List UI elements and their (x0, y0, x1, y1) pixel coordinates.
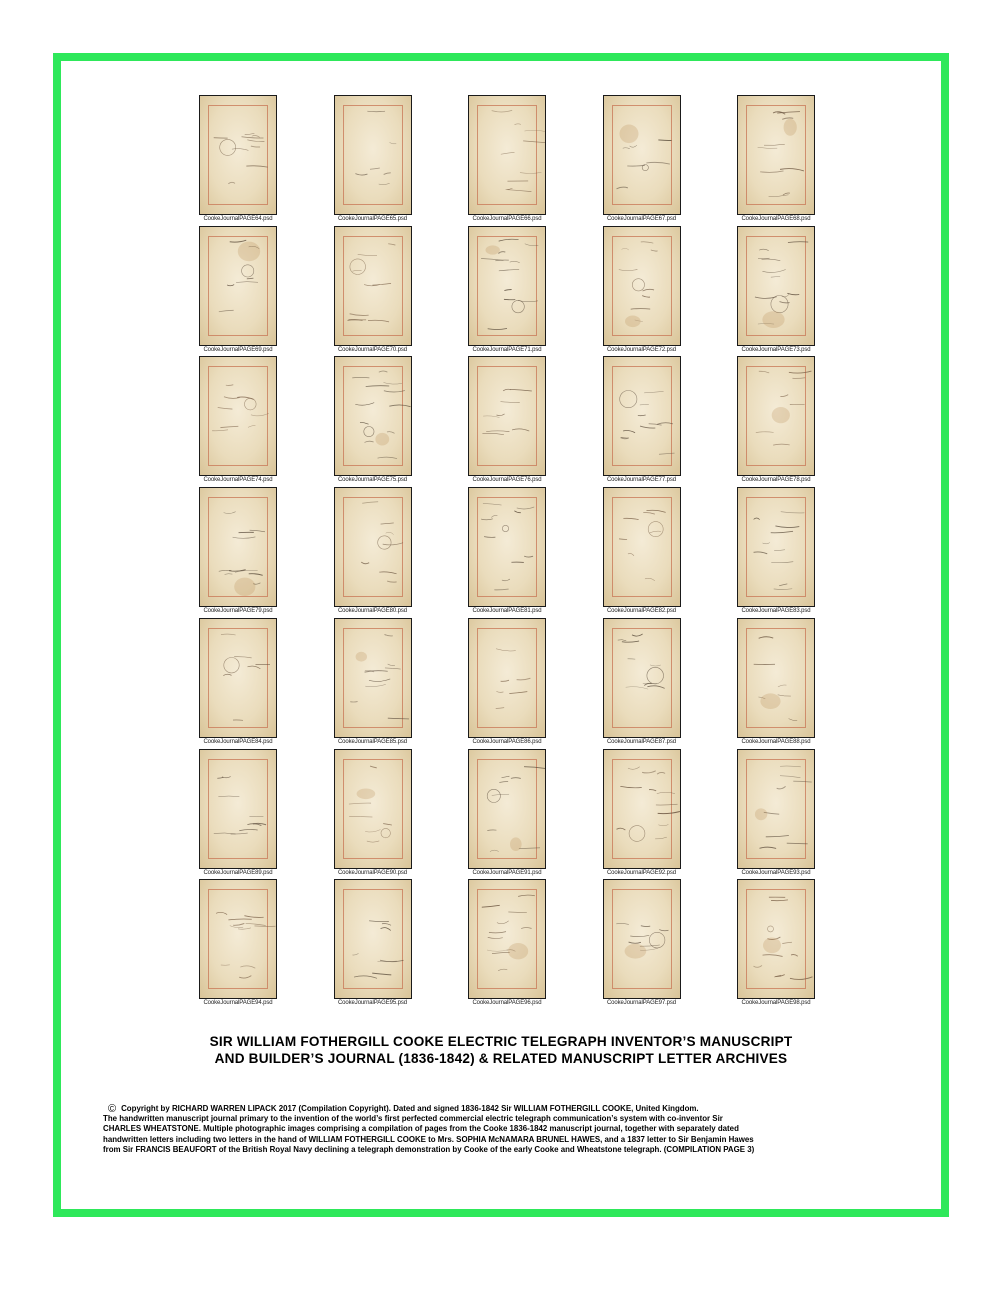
journal-page-thumbnail[interactable] (737, 356, 815, 483)
thumbnail-filename: CookeJournalPAGE82.psd (606, 608, 677, 615)
thumbnail-filename: CookeJournalPAGE66.psd (472, 216, 542, 222)
journal-page-image (468, 749, 546, 869)
copyright-line-3: CHARLES WHEATSTONE. Multiple photographic images comprising a compilation of pages from the Cooke 1836-1842 manuscript journal, together with separately dated (103, 1124, 739, 1134)
journal-page-thumbnail[interactable] (737, 226, 815, 353)
manuscript-sketch-icon (200, 750, 276, 868)
page-title (61, 1033, 941, 1067)
journal-page-thumbnail[interactable] (603, 749, 681, 876)
thumbnail-filename: CookeJournalPAGE78.psd (741, 477, 811, 484)
journal-page-image (468, 226, 546, 346)
journal-page-image (737, 618, 815, 738)
manuscript-sketch-icon (200, 227, 276, 345)
journal-page-image (468, 618, 546, 738)
thumbnail-filename: CookeJournalPAGE75.psd (337, 477, 408, 484)
title-line-2: AND BUILDER’S JOURNAL (1836-1842) & RELATED MANUSCRIPT LETTER ARCHIVES (214, 1051, 788, 1066)
manuscript-sketch-icon (738, 880, 814, 998)
manuscript-sketch-icon (335, 96, 411, 214)
copyright-symbol-icon: © (108, 1103, 117, 1115)
journal-page-image (737, 226, 815, 346)
journal-page-thumbnail[interactable] (334, 356, 412, 483)
journal-page-thumbnail[interactable] (334, 879, 412, 1006)
manuscript-sketch-icon (738, 619, 814, 737)
manuscript-sketch-icon (200, 357, 276, 475)
thumbnail-filename: CookeJournalPAGE83.psd (741, 608, 811, 615)
thumbnail-filename: CookeJournalPAGE86.psd (472, 738, 542, 745)
thumbnail-filename: CookeJournalPAGE65.psd (337, 216, 408, 222)
manuscript-sketch-icon (604, 96, 680, 214)
manuscript-sketch-icon (469, 619, 545, 737)
journal-page-thumbnail[interactable] (199, 356, 277, 483)
thumbnail-filename: CookeJournalPAGE89.psd (203, 869, 273, 876)
journal-page-thumbnail[interactable] (737, 95, 815, 222)
journal-page-image (468, 356, 546, 476)
journal-page-image (334, 95, 412, 215)
journal-page-image (603, 487, 681, 607)
thumbnail-filename: CookeJournalPAGE69.psd (203, 346, 273, 353)
manuscript-sketch-icon (335, 227, 411, 345)
thumbnail-filename: CookeJournalPAGE80.psd (337, 608, 408, 615)
journal-page-image (334, 487, 412, 607)
thumbnail-filename: CookeJournalPAGE96.psd (472, 1000, 542, 1007)
journal-page-thumbnail[interactable] (334, 95, 412, 222)
manuscript-sketch-icon (335, 488, 411, 606)
manuscript-sketch-icon (604, 488, 680, 606)
journal-page-thumbnail[interactable] (334, 487, 412, 614)
thumbnail-filename: CookeJournalPAGE85.psd (337, 738, 408, 745)
journal-page-thumbnail[interactable] (468, 95, 546, 222)
thumbnail-filename: CookeJournalPAGE67.psd (606, 216, 677, 222)
journal-page-thumbnail[interactable] (468, 226, 546, 353)
journal-page-thumbnail[interactable] (334, 618, 412, 745)
journal-page-thumbnail[interactable] (199, 618, 277, 745)
manuscript-sketch-icon (469, 750, 545, 868)
manuscript-sketch-icon (469, 96, 545, 214)
thumbnail-filename: CookeJournalPAGE84.psd (203, 738, 273, 745)
thumbnail-filename: CookeJournalPAGE72.psd (606, 346, 677, 353)
thumbnail-filename: CookeJournalPAGE68.psd (741, 216, 811, 222)
journal-page-thumbnail[interactable] (603, 487, 681, 614)
manuscript-sketch-icon (200, 96, 276, 214)
thumbnail-filename: CookeJournalPAGE76.psd (472, 477, 542, 484)
journal-page-thumbnail[interactable] (199, 749, 277, 876)
journal-page-image (334, 749, 412, 869)
copyright-line-2: The handwritten manuscript journal primary to the invention of the world’s first perfected commercial electric telegraph communication’s system with co-inventor Sir (103, 1114, 723, 1124)
journal-page-image (737, 487, 815, 607)
thumbnail-filename: CookeJournalPAGE92.psd (606, 869, 677, 876)
journal-page-thumbnail[interactable] (603, 618, 681, 745)
journal-page-image (199, 879, 277, 999)
journal-page-image (199, 487, 277, 607)
manuscript-sketch-icon (335, 880, 411, 998)
journal-page-image (603, 95, 681, 215)
journal-page-thumbnail[interactable] (334, 226, 412, 353)
copyright-line-1-text: Copyright by RICHARD WARREN LIPACK 2017 (Compilation Copyright). Dated and signed 1836-1842 Sir WILLIAM FOTHERGILL COOKE, United Kingdom. (121, 1104, 699, 1113)
manuscript-sketch-icon (469, 227, 545, 345)
manuscript-sketch-icon (469, 357, 545, 475)
thumbnail-filename: CookeJournalPAGE87.psd (606, 738, 677, 745)
journal-page-thumbnail[interactable] (199, 226, 277, 353)
manuscript-sketch-icon (335, 619, 411, 737)
manuscript-sketch-icon (738, 227, 814, 345)
journal-page-thumbnail[interactable] (199, 879, 277, 1006)
page-frame (53, 53, 949, 1217)
journal-page-thumbnail[interactable] (468, 356, 546, 483)
title-line-1: SIR WILLIAM FOTHERGILL COOKE ELECTRIC TELEGRAPH INVENTOR’S MANUSCRIPT (209, 1034, 793, 1049)
journal-page-thumbnail[interactable] (199, 487, 277, 614)
thumbnail-filename: CookeJournalPAGE90.psd (337, 869, 408, 876)
journal-page-thumbnail[interactable] (468, 879, 546, 1006)
manuscript-sketch-icon (469, 488, 545, 606)
journal-page-thumbnail[interactable] (737, 618, 815, 745)
thumbnail-filename: CookeJournalPAGE81.psd (472, 608, 542, 615)
manuscript-sketch-icon (738, 488, 814, 606)
journal-page-image (199, 226, 277, 346)
journal-page-image (199, 749, 277, 869)
copyright-notice (103, 1104, 901, 1155)
journal-page-image (199, 95, 277, 215)
manuscript-sketch-icon (604, 619, 680, 737)
journal-page-image (199, 618, 277, 738)
journal-page-image (737, 879, 815, 999)
journal-page-thumbnail[interactable] (737, 749, 815, 876)
manuscript-sketch-icon (335, 357, 411, 475)
manuscript-sketch-icon (200, 619, 276, 737)
thumbnail-filename: CookeJournalPAGE79.psd (203, 608, 273, 615)
journal-page-image (737, 356, 815, 476)
journal-page-image (603, 879, 681, 999)
journal-page-image (603, 749, 681, 869)
journal-page-thumbnail[interactable] (334, 749, 412, 876)
thumbnail-filename: CookeJournalPAGE97.psd (606, 1000, 677, 1007)
manuscript-sketch-icon (469, 880, 545, 998)
manuscript-sketch-icon (604, 227, 680, 345)
copyright-line-4: handwritten letters including two letters in the hand of WILLIAM FOTHERGILL COOKE to Mrs. SOPHIA McNAMARA BRUNEL HAWES, and a 1837 letter to Sir Benjamin Hawes (103, 1134, 754, 1144)
journal-page-image (737, 749, 815, 869)
journal-page-thumbnail[interactable] (737, 879, 815, 1006)
journal-page-image (603, 226, 681, 346)
journal-page-thumbnail[interactable] (737, 487, 815, 614)
journal-page-thumbnail[interactable] (603, 879, 681, 1006)
thumbnail-filename: CookeJournalPAGE94.psd (203, 1000, 273, 1007)
journal-page-image (603, 618, 681, 738)
journal-page-image (468, 879, 546, 999)
journal-page-image (603, 356, 681, 476)
journal-page-image (334, 226, 412, 346)
thumbnail-filename: CookeJournalPAGE93.psd (741, 869, 811, 876)
thumbnail-filename: CookeJournalPAGE64.psd (203, 216, 273, 222)
manuscript-sketch-icon (738, 357, 814, 475)
journal-page-thumbnail[interactable] (468, 487, 546, 614)
manuscript-sketch-icon (604, 880, 680, 998)
thumbnail-filename: CookeJournalPAGE73.psd (741, 346, 811, 353)
journal-page-image (199, 356, 277, 476)
journal-page-thumbnail[interactable] (468, 749, 546, 876)
manuscript-sketch-icon (200, 488, 276, 606)
thumbnail-filename: CookeJournalPAGE77.psd (606, 477, 677, 484)
thumbnail-filename: CookeJournalPAGE70.psd (337, 346, 408, 353)
journal-page-thumbnail[interactable] (199, 95, 277, 222)
manuscript-sketch-icon (200, 880, 276, 998)
copyright-line-1 (103, 1104, 901, 1114)
manuscript-sketch-icon (738, 750, 814, 868)
manuscript-sketch-icon (604, 750, 680, 868)
thumbnail-filename: CookeJournalPAGE98.psd (741, 1000, 811, 1007)
thumbnail-filename: CookeJournalPAGE71.psd (472, 346, 542, 353)
thumbnail-filename: CookeJournalPAGE74.psd (203, 477, 273, 484)
journal-page-thumbnail[interactable] (603, 95, 681, 222)
journal-page-thumbnail[interactable] (603, 226, 681, 353)
manuscript-sketch-icon (738, 96, 814, 214)
journal-page-image (334, 879, 412, 999)
journal-page-thumbnail[interactable] (603, 356, 681, 483)
journal-page-image (334, 356, 412, 476)
journal-page-image (737, 95, 815, 215)
thumbnail-filename: CookeJournalPAGE91.psd (472, 869, 542, 876)
manuscript-sketch-icon (335, 750, 411, 868)
thumbnail-filename: CookeJournalPAGE88.psd (741, 738, 811, 745)
journal-page-image (468, 95, 546, 215)
thumbnail-filename: CookeJournalPAGE95.psd (337, 1000, 408, 1007)
journal-page-thumbnail[interactable] (468, 618, 546, 745)
journal-page-image (468, 487, 546, 607)
copyright-line-5: from Sir FRANCIS BEAUFORT of the British Royal Navy declining a telegraph demonstration by Cooke of the early Cooke and Wheatstone telegraph. (COMPILATION PAGE 3) (103, 1144, 755, 1154)
manuscript-sketch-icon (604, 357, 680, 475)
journal-page-image (334, 618, 412, 738)
